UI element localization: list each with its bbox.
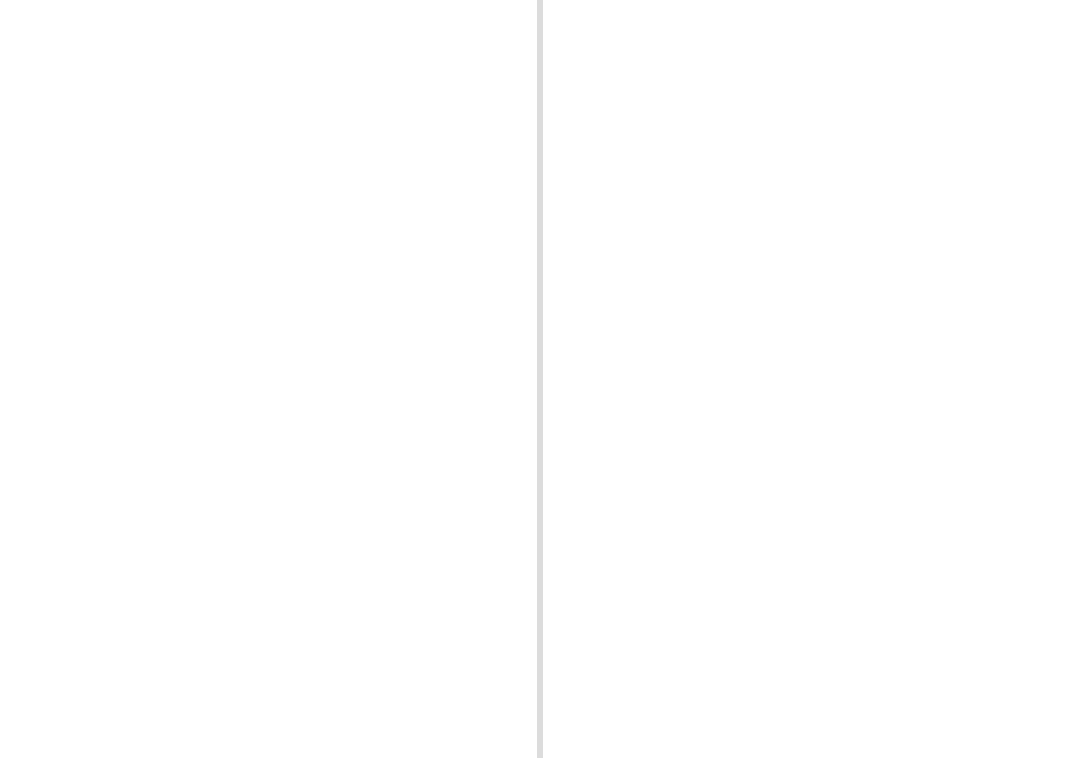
right-page	[543, 0, 1080, 758]
left-page	[0, 0, 537, 758]
